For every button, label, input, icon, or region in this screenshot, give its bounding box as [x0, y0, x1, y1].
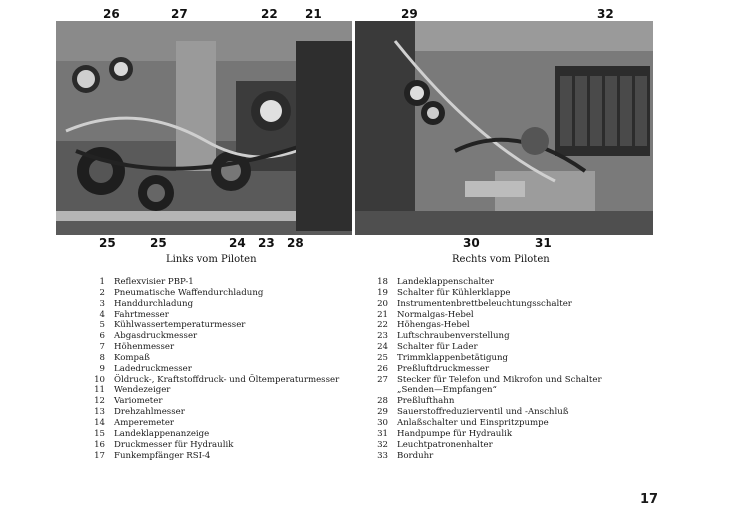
legend-item-number: 25: [377, 352, 388, 363]
legend-item: [364, 353, 602, 364]
callout-32: 32: [597, 7, 614, 21]
legend-item: [364, 320, 602, 331]
legend-item-text: Reflexvisier PBP-1: [114, 277, 194, 287]
legend-item-text: Amperemeter: [114, 417, 175, 428]
callout-26: 26: [103, 7, 120, 21]
legend-item-number: 11: [94, 385, 105, 396]
legend-item-text: „Senden—Empfangen“: [397, 385, 497, 396]
legend-item: [84, 396, 339, 407]
legend-item: [364, 310, 602, 321]
legend-item-number: 10: [94, 374, 105, 385]
legend-item-text: Anlaßschalter und Einspritzpumpe: [397, 417, 549, 428]
callout-21: 21: [305, 7, 322, 21]
legend-item-text: Preßluftdruckmesser: [397, 363, 490, 374]
legend-item-text: Wendezeiger: [114, 385, 171, 396]
callout-22: 22: [261, 7, 278, 21]
legend-item-text: Funkempfänger RSI-4: [114, 450, 211, 461]
legend-item-text: Fahrtmesser: [114, 309, 169, 320]
legend-item-number: 5: [99, 320, 105, 331]
legend-item: [84, 451, 339, 462]
callout-30: 30: [463, 236, 480, 250]
legend-item-number: 18: [377, 277, 388, 287]
legend-item-number: 4: [99, 309, 105, 320]
callout-24: 24: [229, 236, 246, 250]
legend-item-number: 14: [94, 417, 105, 428]
callout-29: 29: [401, 7, 418, 21]
callout-31: 31: [535, 236, 552, 250]
legend-item-text: Ladedruckmesser: [114, 363, 192, 374]
legend-item: [364, 277, 602, 288]
callout-25-a: 25: [99, 236, 116, 250]
legend-item-number: 16: [94, 439, 105, 450]
legend-item: [364, 407, 602, 418]
legend-item-number: 7: [99, 342, 105, 353]
legend-item-text: Sauerstoffreduzierventil und -Anschluß: [397, 407, 569, 418]
legend-right: [364, 277, 602, 461]
legend-item-text: Borduhr: [397, 450, 434, 461]
legend-item: [364, 451, 602, 462]
legend-item: [84, 310, 339, 321]
legend-item-text: Drehzahlmesser: [114, 407, 185, 418]
legend-item-text: Landeklappenanzeige: [114, 428, 210, 439]
legend-item-text: Kühlwassertemperaturmesser: [114, 320, 246, 331]
legend-item-text: Normalgas-Hebel: [397, 309, 474, 320]
legend-item-text: Luftschraubenverstellung: [397, 331, 510, 342]
legend-item-text: Höhengas-Hebel: [397, 320, 470, 331]
legend-item: [84, 385, 339, 396]
legend-item: [84, 440, 339, 451]
legend-item: [84, 320, 339, 331]
legend-item-number: 1: [99, 277, 105, 287]
legend-item-number: 6: [99, 331, 105, 342]
legend-item-number: 8: [99, 352, 105, 363]
caption-left: Links vom Piloten: [166, 254, 257, 265]
callout-27: 27: [171, 7, 188, 21]
legend-item: [364, 299, 602, 310]
legend-item: [84, 277, 339, 288]
legend-item-number: 26: [377, 363, 388, 374]
legend-item: [364, 331, 602, 342]
legend-item-number: 13: [94, 407, 105, 418]
legend-item: [84, 418, 339, 429]
legend-item-number: 21: [377, 309, 388, 320]
caption-right: Rechts vom Piloten: [452, 254, 550, 265]
legend-left: [84, 277, 339, 461]
legend-item: [84, 331, 339, 342]
callout-25-b: 25: [150, 236, 167, 250]
legend-item-text: Höhenmesser: [114, 342, 175, 353]
legend-item-text: Preßlufthahn: [397, 396, 455, 407]
legend-item-text: Instrumentenbrettbeleuchtungsschalter: [397, 298, 572, 309]
legend-item: [364, 342, 602, 353]
legend-item-text: Schalter für Kühlerklappe: [397, 287, 511, 298]
legend-item-number: 27: [377, 374, 388, 385]
legend-item-text: Druckmesser für Hydraulik: [114, 439, 234, 450]
legend-item-text: Landeklappenschalter: [397, 277, 494, 287]
legend-item: [84, 364, 339, 375]
legend-item-number: 15: [94, 428, 105, 439]
legend-item-number: 3: [99, 298, 105, 309]
legend-item-number: 9: [99, 363, 105, 374]
legend-item-text: Pneumatische Waffendurchladung: [114, 287, 264, 298]
legend-item: [84, 407, 339, 418]
legend-item-number: 30: [377, 417, 388, 428]
legend-item-number: 22: [377, 320, 388, 331]
legend-item: [84, 353, 339, 364]
legend-item: [364, 418, 602, 429]
callout-28: 28: [287, 236, 304, 250]
legend-item-text: Leuchtpatronenhalter: [397, 439, 493, 450]
legend-item: [364, 364, 602, 375]
page-number: 17: [640, 492, 659, 507]
legend-item-number: 2: [99, 287, 105, 298]
legend-item-number: 12: [94, 396, 105, 407]
legend-item-number: [364, 385, 388, 396]
legend-item-number: 31: [377, 428, 388, 439]
legend-item-text: Stecker für Telefon und Mikrofon und Schalter: [397, 374, 602, 385]
legend-item: [364, 429, 602, 440]
callout-23: 23: [258, 236, 275, 250]
legend-item: [364, 440, 602, 451]
legend-item: [84, 299, 339, 310]
legend-item-text: Handpumpe für Hydraulik: [397, 428, 513, 439]
legend-item-number: 28: [377, 396, 388, 407]
legend-item: [364, 396, 602, 407]
legend-item-text: Abgasdruckmesser: [114, 331, 198, 342]
legend-item-number: 23: [377, 331, 388, 342]
legend-item: [84, 375, 339, 386]
legend-item-number: 20: [377, 298, 388, 309]
legend-item-number: 32: [377, 439, 388, 450]
legend-item-text: Kompaß: [114, 352, 150, 363]
legend-item-number: 24: [377, 342, 388, 353]
legend-item: [364, 375, 602, 386]
legend-item: [84, 429, 339, 440]
legend-item: [364, 385, 602, 396]
legend-item-number: 29: [377, 407, 388, 418]
legend-item-text: Handdurchladung: [114, 298, 194, 309]
photo-right-cockpit: [355, 21, 653, 235]
legend-item-text: Trimmklappenbetätigung: [397, 352, 509, 363]
legend-item-text: Variometer: [114, 396, 163, 407]
legend-item-text: Schalter für Lader: [397, 342, 478, 353]
legend-item-number: 19: [377, 287, 388, 298]
legend-item-text: Öldruck-, Kraftstoffdruck- und Öltemperaturmesser: [114, 374, 340, 385]
photo-left-cockpit: [56, 21, 352, 235]
legend-item-number: 17: [94, 450, 105, 461]
legend-item: [364, 288, 602, 299]
legend-item-number: 33: [377, 450, 388, 461]
legend-item: [84, 288, 339, 299]
legend-item: [84, 342, 339, 353]
